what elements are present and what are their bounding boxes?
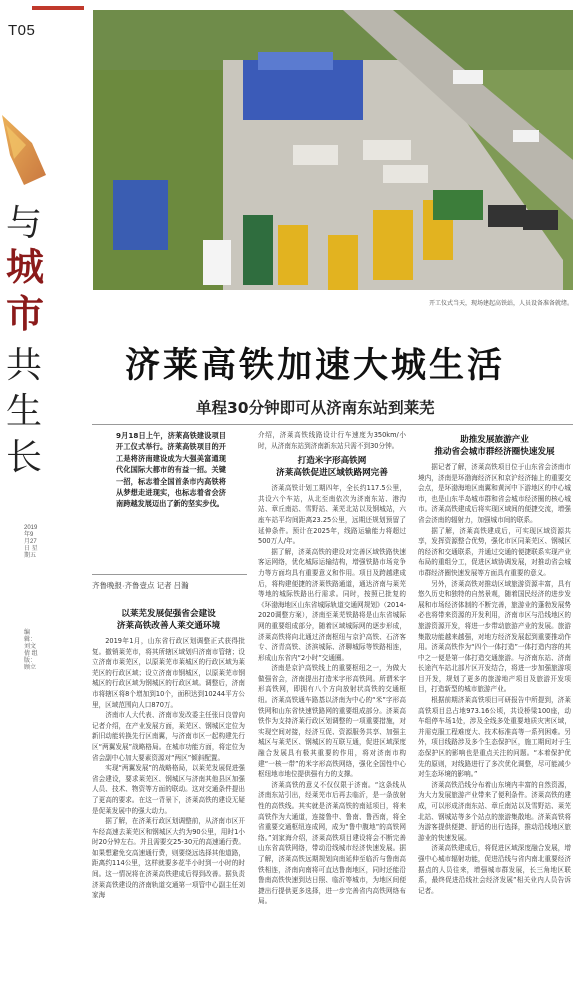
article-column-3 — [418, 430, 571, 988]
aerial-photo — [93, 10, 573, 290]
column-3-heading: 助推发展旅游产业 推动省会城市群经济圈快速发展 — [434, 435, 555, 457]
lead-paragraph: 9月18日上午，济莱高铁建设项目开工仪式举行。济莱高铁项目的开工是将济南建设成为大强美富通现代化国际大都市的有益一招。关键一招，标志着全国首条市内高铁将从梦想走进现实，也标志着省会济南跨越发展迈出了新的坚实步伐。 — [116, 431, 226, 509]
page-number: T05 — [8, 22, 36, 39]
article-column-1 — [92, 604, 245, 989]
vertical-section-title — [2, 115, 52, 505]
paragraph: 介绍，济莱高铁线路设计行车速度为350km/小时，从济南东站到济南新东站只需不到30分钟。 — [258, 431, 406, 450]
svg-text:长: 长 — [6, 437, 43, 478]
paragraph: 2019年1月，山东省行政区划调整正式获得批复。撤销莱芜市，将其所辖区域划归济南市管辖；设立济南市莱芜区，以原莱芜市莱城区的行政区域为莱芜区的行政区域；设立济南市钢城区，以原莱芜市钢城区的行政区域为钢城区的行政区域。调整后，济南市将辖区将8个增加到10个，面积达到10244平方公里，区域范围向人口870万。 — [92, 637, 245, 709]
svg-text:生: 生 — [6, 391, 43, 432]
byline-rule — [92, 574, 247, 575]
paragraph: 据记者了解，济莱高铁项目位于山东省会济南市境内，济南是环渤海经济区和京沪经济轴上的重要交会点，是环渤海地区南翼和黄河中下游地区的中心城市，也是山东半岛城市群和省会城市经济圈的核心城市。济莱高铁建成后将实现区域间的便捷交流，增强省会济南的辐射力，加强城市间的联系。 — [418, 463, 571, 524]
svg-text:市: 市 — [6, 292, 45, 336]
paragraph: 实现“两翼发展”的战略格局，以莱芜发展促进强省会建设，要求莱芜区、钢城区与济南其他县区加强人员、技术、物资等方面的联动。这对交通条件提出了更高的要求。在这一背景下，济莱高铁的建设无疑是促莱发展中的强大动力。 — [92, 764, 245, 815]
editor-credits: 编辑：刘文倩 组版：顾立 — [24, 630, 38, 671]
article-column-2 — [258, 430, 406, 988]
paragraph: 根据前期济莱高铁项目可研报告中所提到，济莱高铁项目总占地973.16公顷，共设桥梁100座，动车组停车场1处，涉及全线多处重要地质灾害区域，并需克服工程难度大、技术标准高等一系列困难。另外，项目线路涉及多个生态保护区，施工期间对于生态保护区的影响也是重点关注的问题。“本着保护优先的原则，对线路进行了多次优化调整，尽可能减少对生态环境的影响。” — [418, 696, 571, 779]
svg-text:城: 城 — [6, 245, 45, 289]
headline-rule — [92, 424, 573, 425]
column-2-heading: 打造米字形高铁网 济莱高铁促进区域铁路网完善 — [276, 456, 388, 479]
byline: 齐鲁晚报·齐鲁壹点 记者 吕瀚 — [92, 581, 189, 590]
page-accent-bar — [32, 6, 84, 10]
paragraph: 据了解，济莱高铁的建设对完善区域铁路快速客运网络，优化城际运输结构，增强铁路市场竞争力等方面均具有重要意义和作用。项目及跨越建成后，将构建便捷的济莱铁路通道，通达济南与莱芜等地的城际铁路出行需求。同时，按照已批复的《环渤海地区山东省城际轨道交通网规划》（2014-2020调整方案），济南至莱芜铁路将是山东省城际网的重要组成部分，随着区域城际网的逐步形成，济莱高铁将向北通过济南枢纽与京沪高铁、石济客专、济青高铁、济滨城际、济聊城际等铁路相连，形成山东省内“2小时”交通圈。 — [258, 547, 406, 662]
headline: 济莱高铁加速大城生活 — [125, 346, 506, 386]
column-1-heading: 以莱芜发展促强省会建设 济莱高铁改善人莱交通环境 — [116, 609, 221, 631]
issue-date: 2019年9月27日 星期五 — [24, 525, 38, 559]
paragraph: 据了解，济莱高铁建成后，可实现区域资源共享，发挥资源整合优势，强化市区同莱芜区、钢城区的经济和交通联系，并通过交通的便捷联系实现产业布局的重组分工，促进区域协调发展，对推动省会城市群经济圈快速发展等方面具有重要的意义。 — [418, 526, 571, 577]
section-title-art — [2, 115, 54, 505]
paragraph: 济莱高铁建成后，将促进区域深度融合发展，增强中心城市辐射功能，促进沿线与省内南北重要经济据点的人员往来，增强城市群发展，长三角地区联系，最终促进沿线社会经济发展”相关业内人员告诉记者。 — [418, 844, 571, 895]
construction-site-image — [93, 10, 573, 290]
paragraph: 济莱高铁计划工期四年，全长约117.5公里，共设六个车站，从北至南依次为济南东站、港沟站、章丘南站、雪野站、莱芜北站以及钢城站，六座车站平均间距离23.25公里，远期还规划预留了延伸条件。预计在2025年，线路运输能力将超过500万人/年。 — [258, 484, 406, 546]
paragraph: 济南是京沪高铁线上的重要枢纽之一，为做大做强省会，济南提出打造米字形高铁网。所谓米字形高铁网，即拥有八个方向放射状高铁的交通枢纽。济莱高铁通车路基以济南为中心的“米”字形高铁网和山东省快速铁路网的重要组成部分。济莱高铁作为支持济莱行政区划调整的一项重要措施，对实现空间对接，经济互促、资源服务共享、加强主城区与莱芜区、钢城区的互联互通，促进区域深度融合发展具有极其重要的作用，将对济南市构建“一核一带”的米字形高铁网络，强化全国性中心枢纽地市地位提供强有力的支撑。 — [258, 664, 406, 779]
photo-caption: 开工仪式当天，现场建起高铁站，人员设备准备就绪。 — [428, 301, 573, 307]
svg-text:与: 与 — [6, 203, 43, 244]
paragraph: 济莱高铁的意义不仅仅限于济南。“这条线从济南东站引出，经莱芜市后再去临沂，是一条放射性的高铁线。其实就是济莱高铁的南延项目，将来高铁作为大通道，连接鲁中、鲁南、鲁西南，将全省重要交通枢纽连成网，成为“鲁中腹地”的高铁网络。”刘家海介绍，济莱高铁项目建设将会不断完善山东省高铁网络，带动沿线城市经济快速发展。据了解，济莱高铁远期规划向南延伸至临沂与鲁南高铁相连，济南向南将可直达鲁南地区，同时还能沿鲁南高铁快速到达日照、临沂等城市，为地区间便捷出行提供更多选择，进一步完善省内高铁网络布局。 — [258, 780, 406, 906]
paragraph: 济南市人大代表、济南市发改委主任张曰良曾向记者介绍，在产业发展方面，莱芜区、钢城区定位为新旧动能转换先行区南翼，与济南市区一起构建先行区“两翼发展”战略格局。在城市功能方面，将定位为省会副中心加大要素资源对“两区”倾斜配置。 — [92, 711, 245, 762]
paragraph: 据了解，在济莱行政区划调整前，从济南市区开车经高速去莱芜区和钢城区大约为90公里，用时1小时20分钟左右。并且需要交25-30元的高速通行费。如果想避免交高速通行费，则要绕远选择其他道路，距离约114公里，这样就要多花半小时到一小时的时间。这一情况将在济莱高铁建成后得到改善。据负责济莱高铁建设的济南轨道交通第一项管中心副主任刘家海 — [92, 817, 245, 900]
subheadline: 单程30分钟即可从济南东站到莱芜 — [196, 399, 435, 417]
paragraph: 济莱高铁沿线分布着山东境内丰富的自然资源，为大力发展旅游产业带来了便利条件。济莱高铁的建成，可以形成济南东站、章丘南站以及雪野站、莱芜北站、钢城站等多个站点的旅游集散地。济莱高铁将为游客提供便捷、舒适的出行选择，推动沿线地区旅游业的快速发展。 — [418, 780, 571, 842]
svg-text:共: 共 — [6, 345, 43, 386]
paragraph: 另外，济莱高铁对推动区域旅游资源丰富，具有悠久历史和独特的自然景观，随着国民经济的进步发展和市场经济体制的不断完善，旅游业的蓬勃发展势必也将带来资源的开发利用，济南市区与沿线地区的旅游资源开发，将进一步带动旅游产业的发展。旅游集散功能越来越强，对地方经济发展起到重要推动作用。济莱高铁作为“四个一体打造”一体打造内容的其中之一便是第一体打造交通旅游。与济南东站、济南长途汽车站北部片区开发结合，将进一步加强旅游项目开发，规划了更多的旅游地产项目及旅游开发项目，打造新型的城市旅游产业。 — [418, 579, 571, 694]
